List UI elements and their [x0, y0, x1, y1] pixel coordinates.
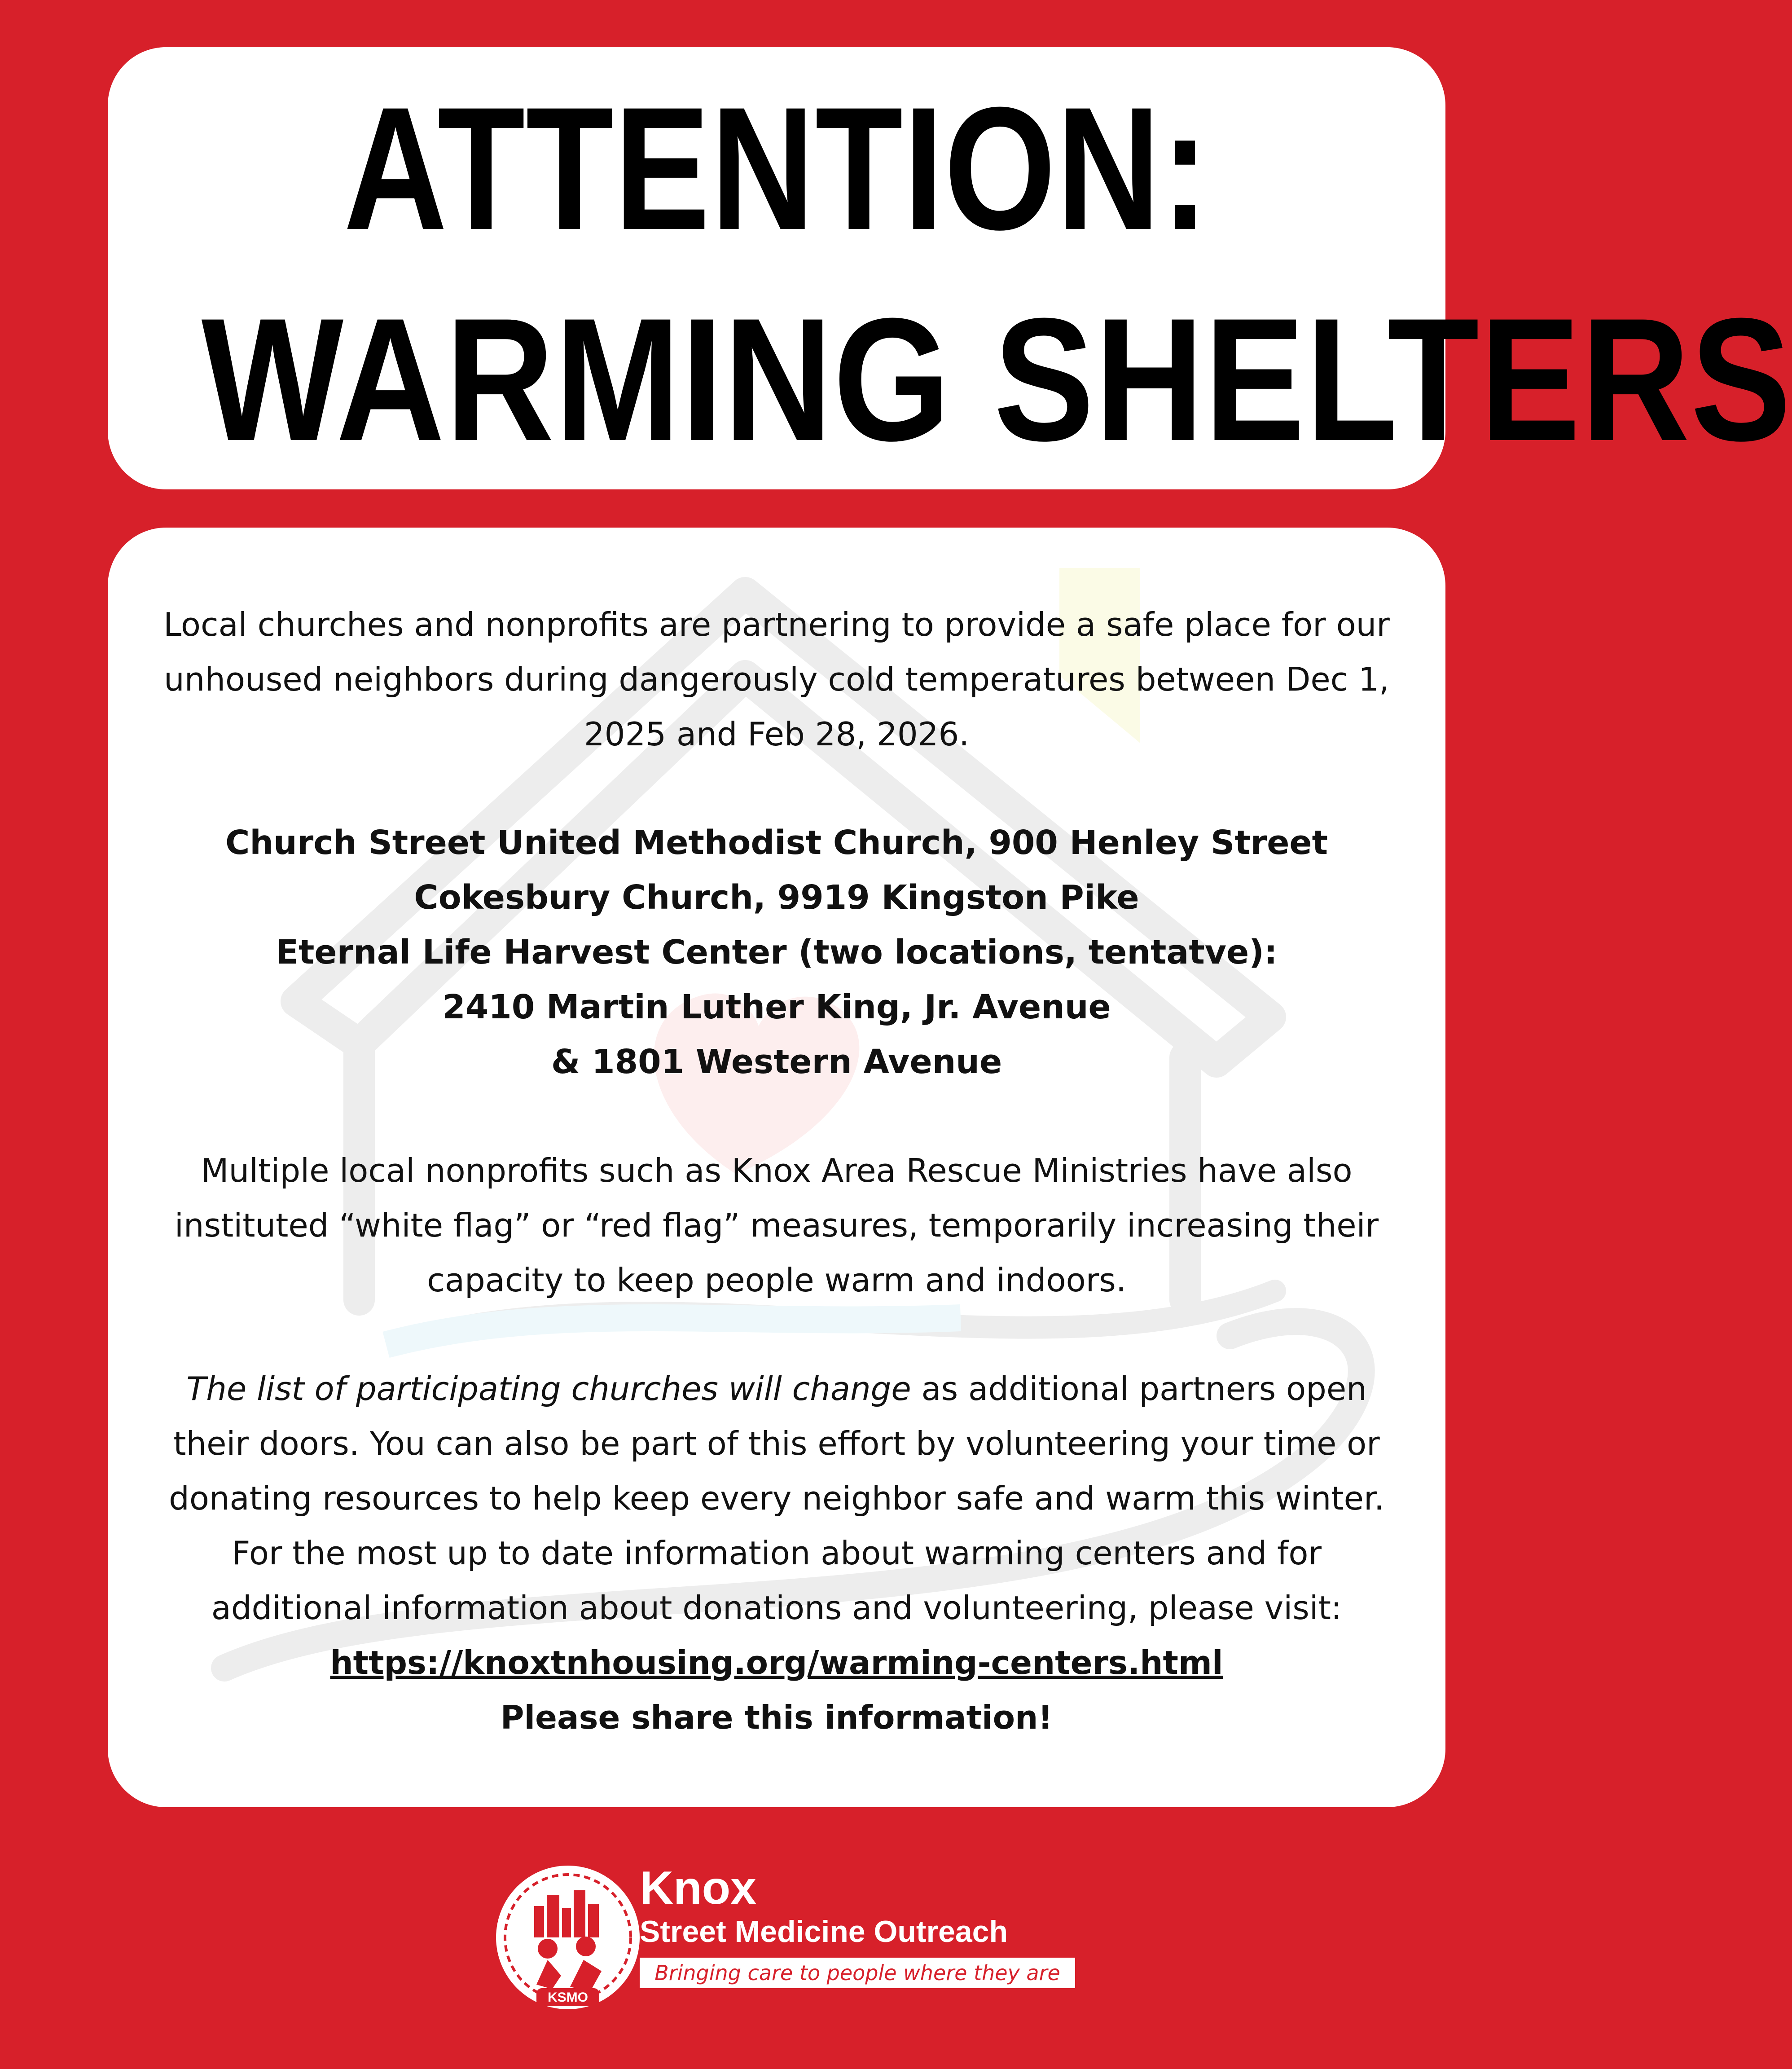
location-line-1: Church Street United Methodist Church, 900 Henley Street: [225, 823, 1328, 862]
title-attention: ATTENTION:: [343, 70, 1210, 266]
change-paragraph: [157, 1361, 1396, 1635]
brand-tagline: Bringing care to people where they are: [640, 1958, 1075, 1988]
share-message: Please share this information!: [500, 1699, 1053, 1736]
ksmo-badge-icon: [494, 1863, 642, 2012]
change-rest: as additional partners open their doors. You can also be part of this effort by volunteering your time or donating resources to help keep every neighbor safe and warm this winter. For the most up to date information about warming centers and for additional information about donations and volunteering, please visit:: [169, 1370, 1384, 1627]
body-content: [108, 597, 1445, 1745]
badge-text: KSMO: [548, 1990, 588, 2005]
location-line-2: Cokesbury Church, 9919 Kingston Pike: [414, 878, 1139, 917]
brand-name-outreach: Street Medicine Outreach: [640, 1915, 1008, 1949]
location-line-3: Eternal Life Harvest Center (two locations, tentatve):: [276, 933, 1278, 972]
warming-centers-link[interactable]: https://knoxtnhousing.org/warming-centers.html: [330, 1644, 1223, 1682]
intro-paragraph: Local churches and nonprofits are partnering to provide a safe place for our unhoused neighbors during dangerously cold temperatures between Dec 1, 2025 and Feb 28, 2026.: [163, 606, 1390, 753]
header-panel: [108, 47, 1792, 489]
title-warming-shelters: WARMING SHELTERS: [201, 282, 1792, 477]
location-line-4: 2410 Martin Luther King, Jr. Avenue: [442, 988, 1111, 1026]
nonprofits-paragraph: Multiple local nonprofits such as Knox Area Rescue Ministries have also instituted “white flag” or “red flag” measures, temporarily increasing their capacity to keep people warm and indoors.: [174, 1152, 1379, 1299]
ksmo-logo: [494, 1863, 1077, 2012]
location-line-5: & 1801 Western Avenue: [551, 1043, 1002, 1081]
brand-name-knox: Knox: [640, 1862, 756, 1914]
change-emphasis: The list of participating churches will change: [186, 1370, 911, 1408]
body-panel: [108, 528, 1445, 1807]
